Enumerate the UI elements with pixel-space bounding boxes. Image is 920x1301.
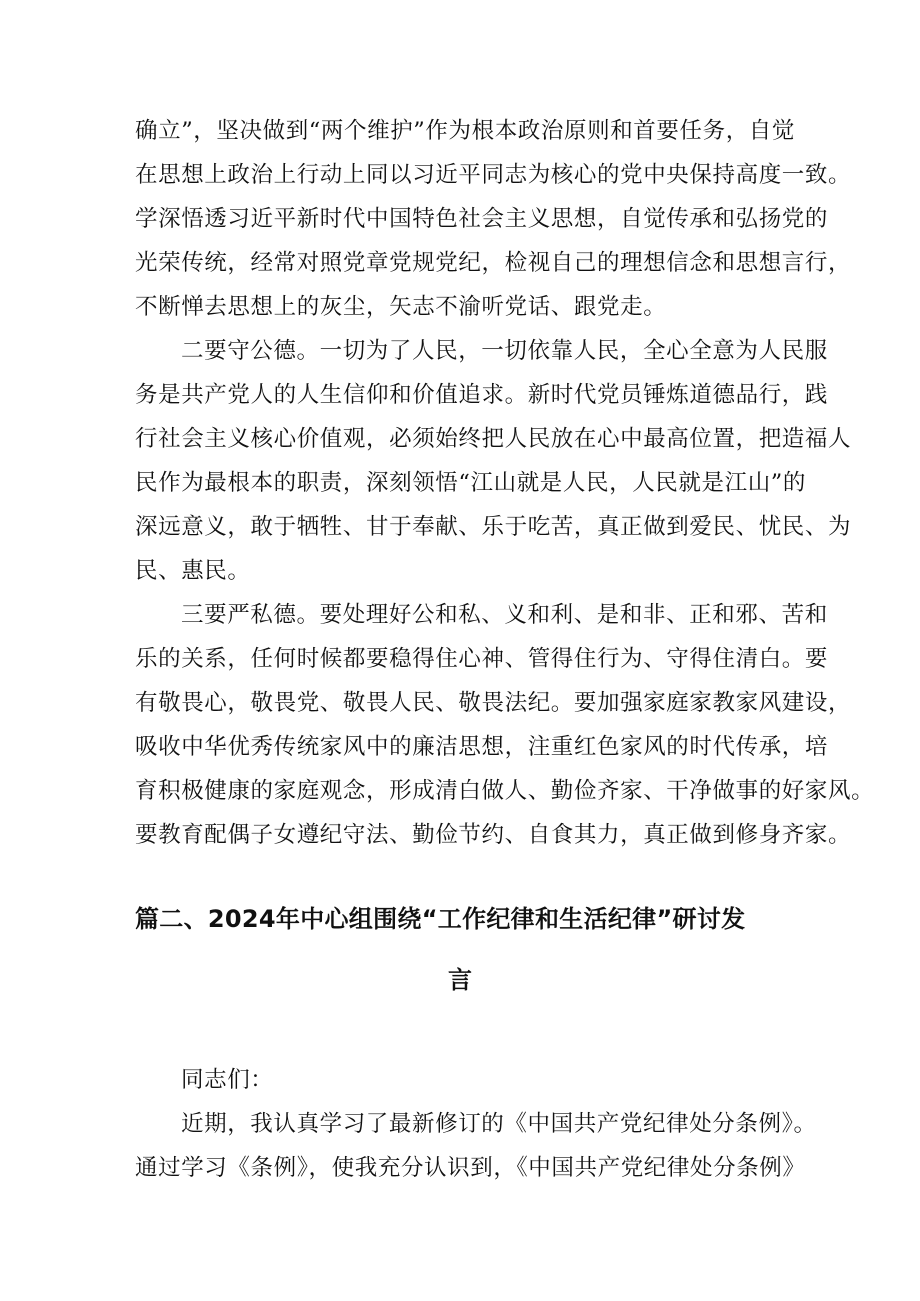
- paragraph-line: 有敬畏心，敬畏党、敬畏人民、敬畏法纪。要加强家庭家教家风建设，: [135, 690, 852, 716]
- paragraph-line: 在思想上政治上行动上同以习近平同志为核心的党中央保持高度一致。: [135, 162, 852, 188]
- paragraph-line: 要教育配偶子女遵纪守法、勤俭节约、自食其力，真正做到修身齐家。: [135, 822, 852, 848]
- paragraph-line: 行社会主义核心价值观，必须始终把人民放在心中最高位置，把造福人: [135, 426, 852, 452]
- paragraph-line: 民作为最根本的职责，深刻领悟“江山就是人民，人民就是江山”的: [135, 470, 807, 496]
- paragraph-line: 乐的关系，任何时候都要稳得住心神、管得住行为、守得住清白。要: [135, 646, 829, 672]
- paragraph-line: 不断惮去思想上的灰尘，矢志不渝听党话、跟党走。: [135, 294, 667, 320]
- paragraph-line: 育积极健康的家庭观念，形成清白做人、勤俭齐家、干净做事的好家风。: [135, 778, 875, 804]
- paragraph-line: 光荣传统，经常对照党章党规党纪，检视自己的理想信念和思想言行，: [135, 250, 852, 276]
- paragraph-line: 务是共产党人的人生信仰和价值追求。新时代党员锤炼道德品行，践: [135, 382, 829, 408]
- paragraph-line: 深远意义，敢于牺牲、甘于奉献、乐于吃苦，真正做到爱民、忧民、为: [135, 514, 852, 540]
- paragraph-line: 二要守公德。一切为了人民，一切依靠人民，全心全意为人民服: [181, 338, 828, 364]
- paragraph-line: 三要严私德。要处理好公和私、义和利、是和非、正和邪、苦和: [181, 602, 828, 628]
- paragraph-line: 学深悟透习近平新时代中国特色社会主义思想，自觉传承和弘扬党的: [135, 206, 829, 232]
- section-title-line: 言: [448, 966, 473, 994]
- section-title-line: 篇二、2024年中心组围绕“工作纪律和生活纪律”研讨发: [135, 905, 746, 933]
- paragraph-line: 近期，我认真学习了最新修订的《中国共产党纪律处分条例》。: [181, 1111, 817, 1137]
- salutation: 同志们：: [181, 1067, 274, 1093]
- paragraph-line: 吸收中华优秀传统家风中的廉洁思想，注重红色家风的时代传承，培: [135, 734, 829, 760]
- paragraph-line: 民、惠民。: [135, 558, 251, 584]
- paragraph-line: 通过学习《条例》，使我充分认识到，《中国共产党纪律处分条例》: [135, 1155, 806, 1181]
- paragraph-line: 确立”，坚决做到“两个维护”作为根本政治原则和首要任务，自觉: [135, 118, 796, 144]
